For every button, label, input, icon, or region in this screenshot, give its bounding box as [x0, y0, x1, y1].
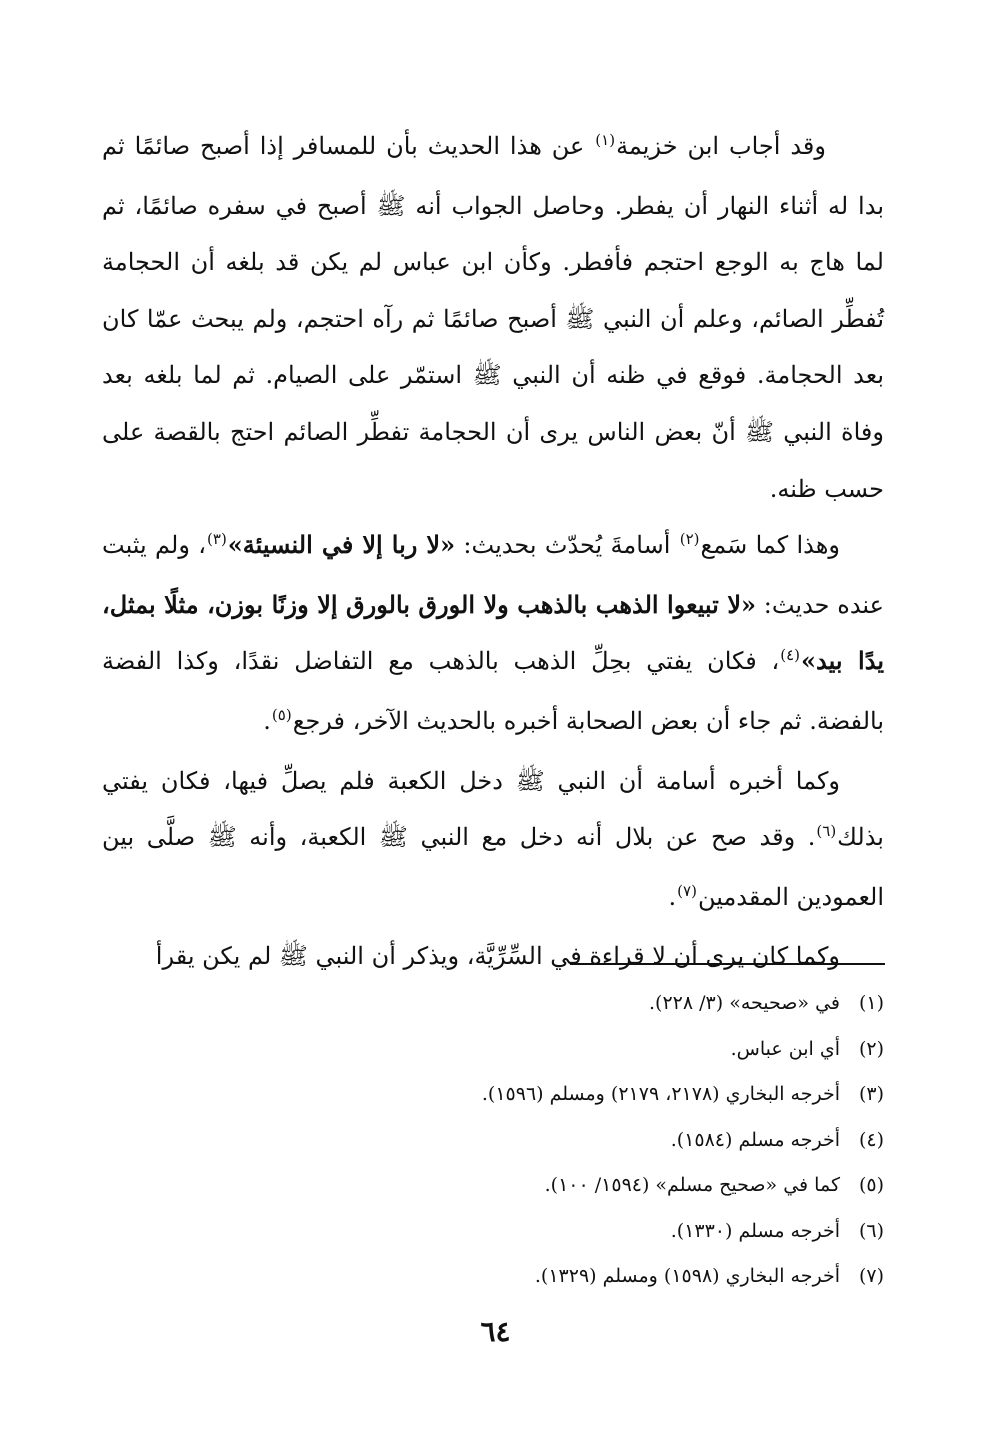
footnote-3	[184, 1072, 884, 1118]
footnote-1	[184, 981, 884, 1027]
footnote-number: (٢)	[858, 1037, 884, 1060]
paragraph-2-text: وهذا كما سَمع	[700, 531, 841, 560]
footnote-text: في «صحيحه» (٣/ ٢٢٨).	[649, 992, 840, 1014]
paragraph-1-text: وقد أجاب ابن خزيمة	[616, 132, 826, 160]
footnote-number: (٣)	[858, 1083, 884, 1105]
footnote-number: (٥)	[858, 1174, 884, 1196]
footnote-number: (١)	[858, 992, 884, 1014]
footnote-text: كما في «صحيح مسلم» (١٥٩٤/ ١٠٠).	[544, 1174, 840, 1196]
hadith-quote: «لا تبيعوا الذهب بالذهب ولا الورق بالورق إلا وزنًا بوزن، مثلًا بمثل، يدًا بيد»	[102, 589, 884, 676]
paragraph-2-text: ، ولم يثبت عنده حديث:	[102, 531, 884, 619]
footnote-text: أخرجه مسلم (١٥٨٤).	[670, 1128, 840, 1151]
footnote-divider	[570, 963, 885, 965]
paragraph-4	[102, 928, 884, 985]
main-text	[102, 118, 884, 985]
footnote-4	[184, 1118, 884, 1164]
footnote-text: أي ابن عباس.	[730, 1037, 840, 1060]
footnote-5	[184, 1163, 884, 1209]
paragraph-3	[102, 753, 884, 929]
hadith-quote: «لا ربا إلا في النسيئة»	[227, 530, 456, 560]
footnote-2	[184, 1027, 884, 1073]
footnote-text: أخرجه البخاري (٢١٧٨، ٢١٧٩) ومسلم (١٥٩٦).	[481, 1083, 840, 1105]
footnote-ref-7: (٧)	[677, 881, 697, 900]
paragraph-1	[102, 118, 884, 517]
footnote-number: (٧)	[858, 1265, 884, 1287]
footnote-ref-6: (٦)	[816, 822, 837, 841]
footnote-ref-1: (١)	[595, 131, 616, 149]
paragraph-3-text: .	[668, 882, 677, 911]
footnote-number: (٤)	[858, 1128, 884, 1151]
page-number: ٦٤	[480, 1315, 511, 1348]
footnote-text: أخرجه مسلم (١٣٣٠).	[670, 1219, 840, 1242]
footnote-text: أخرجه البخاري (١٥٩٨) ومسلم (١٣٢٩).	[534, 1265, 840, 1287]
footnote-6	[184, 1209, 884, 1255]
footnotes-list	[184, 981, 884, 1300]
footnote-ref-4: (٤)	[780, 646, 801, 665]
paragraph-4-text: وكما كان يرى أن لا قراءة في السِّرِّيَّة، ويذكر أن النبي ﷺ لم يكن يقرأ	[155, 942, 840, 971]
paragraph-2-text: أسامةَ يُحدّث بحديث:	[455, 531, 679, 560]
footnote-ref-2: (٢)	[679, 530, 700, 549]
footnote-ref-5: (٥)	[271, 705, 292, 724]
paragraph-2-text: ، فكان يفتي بحِلِّ الذهب بالذهب مع التفاضل نقدًا، وكذا الفضة بالفضة. ثم جاء أن بعض الصحابة أخبره بالحديث الآخر، فرجع	[102, 647, 884, 735]
paragraph-2-text: .	[263, 706, 271, 735]
paragraph-3-text: . وقد صح عن بلال أنه دخل مع النبي ﷺ الكعبة، وأنه ﷺ صلَّى بين العمودين المقدمين	[102, 823, 884, 911]
footnote-number: (٦)	[858, 1219, 884, 1242]
paragraph-3-text: وكما أخبره أسامة أن النبي ﷺ دخل الكعبة فلم يصلِّ فيها، فكان يفتي بذلك	[102, 766, 884, 852]
paragraph-1-text: عن هذا الحديث بأن للمسافر إذا أصبح صائمًا ثم بدا له أثناء النهار أن يفطر. وحاصل الجواب أنه ﷺ أصبح في سفره صائمًا، ثم لما هاج به الوجع احتجم فأفطر. وكأن ابن عباس لم يكن قد بلغه أن الحجامة تُفطِّر الصائم، وعلم أن النبي ﷺ أصبح صائمًا ثم رآه احتجم، ولم يبحث عمّا كان بعد الحجامة. فوقع في ظنه أن النبي ﷺ استمّر على الصيام. ثم لما بلغه بعد وفاة النبي ﷺ أنّ بعض الناس يرى أن الحجامة تفطِّر الصائم احتج بالقصة على حسب ظنه.	[102, 132, 885, 503]
footnote-7	[184, 1254, 884, 1300]
footnote-ref-3: (٣)	[207, 530, 227, 549]
paragraph-2	[102, 517, 884, 752]
